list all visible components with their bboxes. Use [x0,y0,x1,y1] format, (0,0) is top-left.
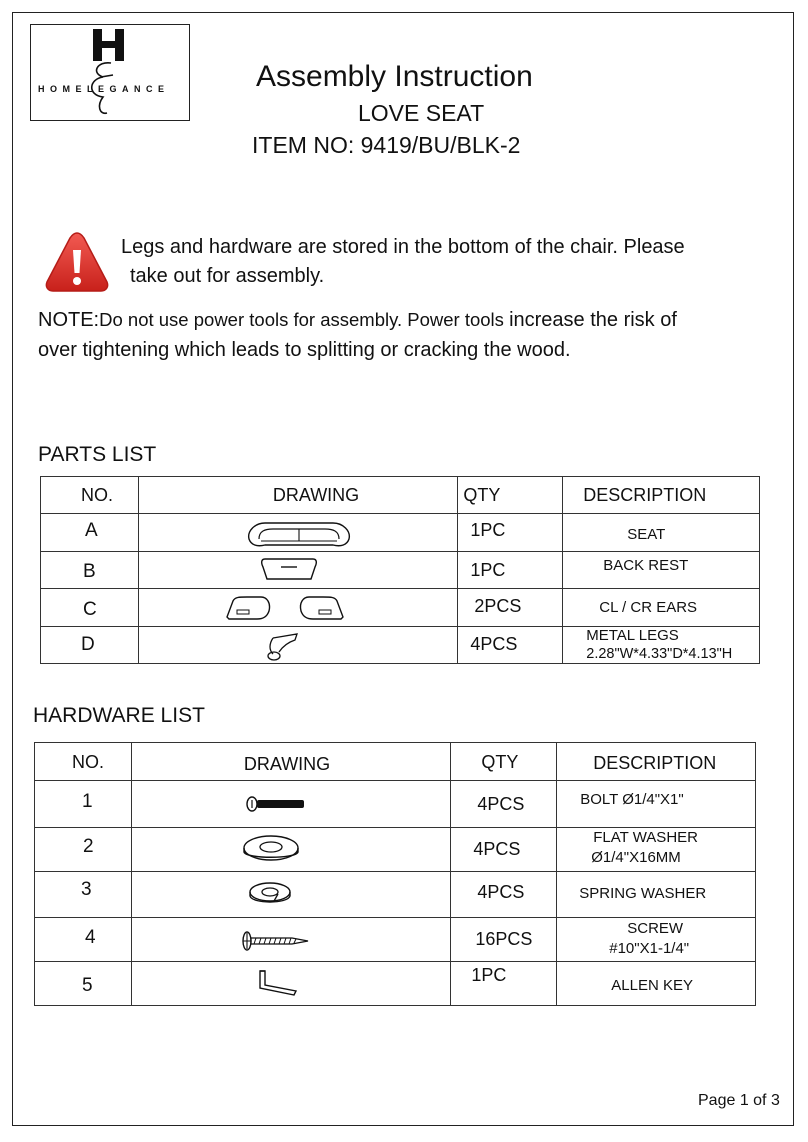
hardware-qty: 16PCS [475,929,533,949]
hardware-no: 4 [85,927,96,948]
note-label: NOTE: [38,309,100,331]
hardware-size: #10"X1-1/4" [609,940,690,957]
hardware-description: SPRING WASHER [579,885,707,902]
page-number: Page 1 of 3 [698,1092,780,1109]
table-row [41,552,760,589]
hardware-no: 2 [83,836,94,857]
hardware-description: SCREW [627,920,684,937]
table-row [35,828,756,872]
hardware-qty: 1PC [471,965,507,985]
warning-triangle-icon [44,230,110,294]
homelegance-logo [30,24,190,121]
header-drawing: DRAWING [272,485,360,505]
table-row [35,918,756,962]
hardware-qty: 4PCS [473,839,521,859]
header-no: NO. [72,752,105,772]
flat-washer-icon [242,833,300,865]
part-qty: 1PC [470,560,506,580]
header-description: DESCRIPTION [593,753,717,773]
part-qty: 1PC [470,520,506,540]
parts-header-row [41,477,760,514]
note-text-line-2: over tightening which leads to splitting or cracking the wood. [38,339,571,361]
table-row [35,962,756,1006]
part-description: SEAT [627,526,666,543]
note-text-a: Do not use power tools for assembly. Power tools [99,309,510,330]
item-number: ITEM NO: 9419/BU/BLK-2 [252,132,521,158]
hardware-list-title: HARDWARE LIST [33,704,205,727]
table-row [41,589,760,627]
hardware-header-row [35,743,756,781]
parts-list-table [40,476,760,664]
part-dimensions: 2.28"W*4.33"D*4.13"H [586,646,733,662]
table-row [41,514,760,552]
parts-list-title: PARTS LIST [38,443,157,466]
table-row [41,627,760,664]
bolt-icon [246,796,306,812]
back-rest-drawing [259,555,319,583]
part-no: B [83,561,96,582]
hardware-description: BOLT Ø1/4"X1" [580,791,684,808]
hardware-no: 5 [82,975,93,996]
part-qty: 4PCS [470,634,518,654]
table-row [35,781,756,828]
hardware-qty: 4PCS [477,882,525,902]
seat-drawing [245,517,353,549]
hardware-no: 3 [81,879,92,900]
allen-key-icon [256,968,300,998]
part-description: METAL LEGS [586,627,679,644]
hardware-no: 1 [82,791,93,812]
screw-icon [242,930,310,952]
header-drawing: DRAWING [243,754,331,774]
spring-washer-icon [248,880,292,908]
storage-warning [121,233,791,291]
part-description: CL / CR EARS [599,599,698,616]
table-row [35,872,756,918]
header-qty: QTY [481,752,519,772]
logo-wordmark: HOMELEGANCE [38,84,170,94]
part-description: BACK REST [603,557,689,574]
metal-leg-drawing [263,630,303,662]
logo-mark-icon [31,25,189,120]
note-text-b: increase the risk of [509,309,677,331]
part-no: C [83,599,97,620]
hardware-description: FLAT WASHER [593,829,698,846]
hardware-size: Ø1/4"X16MM [591,849,681,866]
hardware-description: ALLEN KEY [611,977,693,994]
page-title: Assembly Instruction [256,60,533,93]
power-tools-note [38,305,798,365]
header-no: NO. [81,485,114,505]
header-description: DESCRIPTION [583,485,707,505]
warning-line-1: Legs and hardware are stored in the bottom of the chair. Please [121,236,685,258]
part-no: D [81,634,95,655]
ears-drawing [223,593,347,623]
hardware-list-table [34,742,756,1006]
part-qty: 2PCS [474,596,522,616]
warning-line-2: take out for assembly. [130,265,325,287]
header-qty: QTY [463,485,501,505]
hardware-qty: 4PCS [477,794,525,814]
product-name: LOVE SEAT [358,100,485,126]
part-no: A [85,520,98,541]
